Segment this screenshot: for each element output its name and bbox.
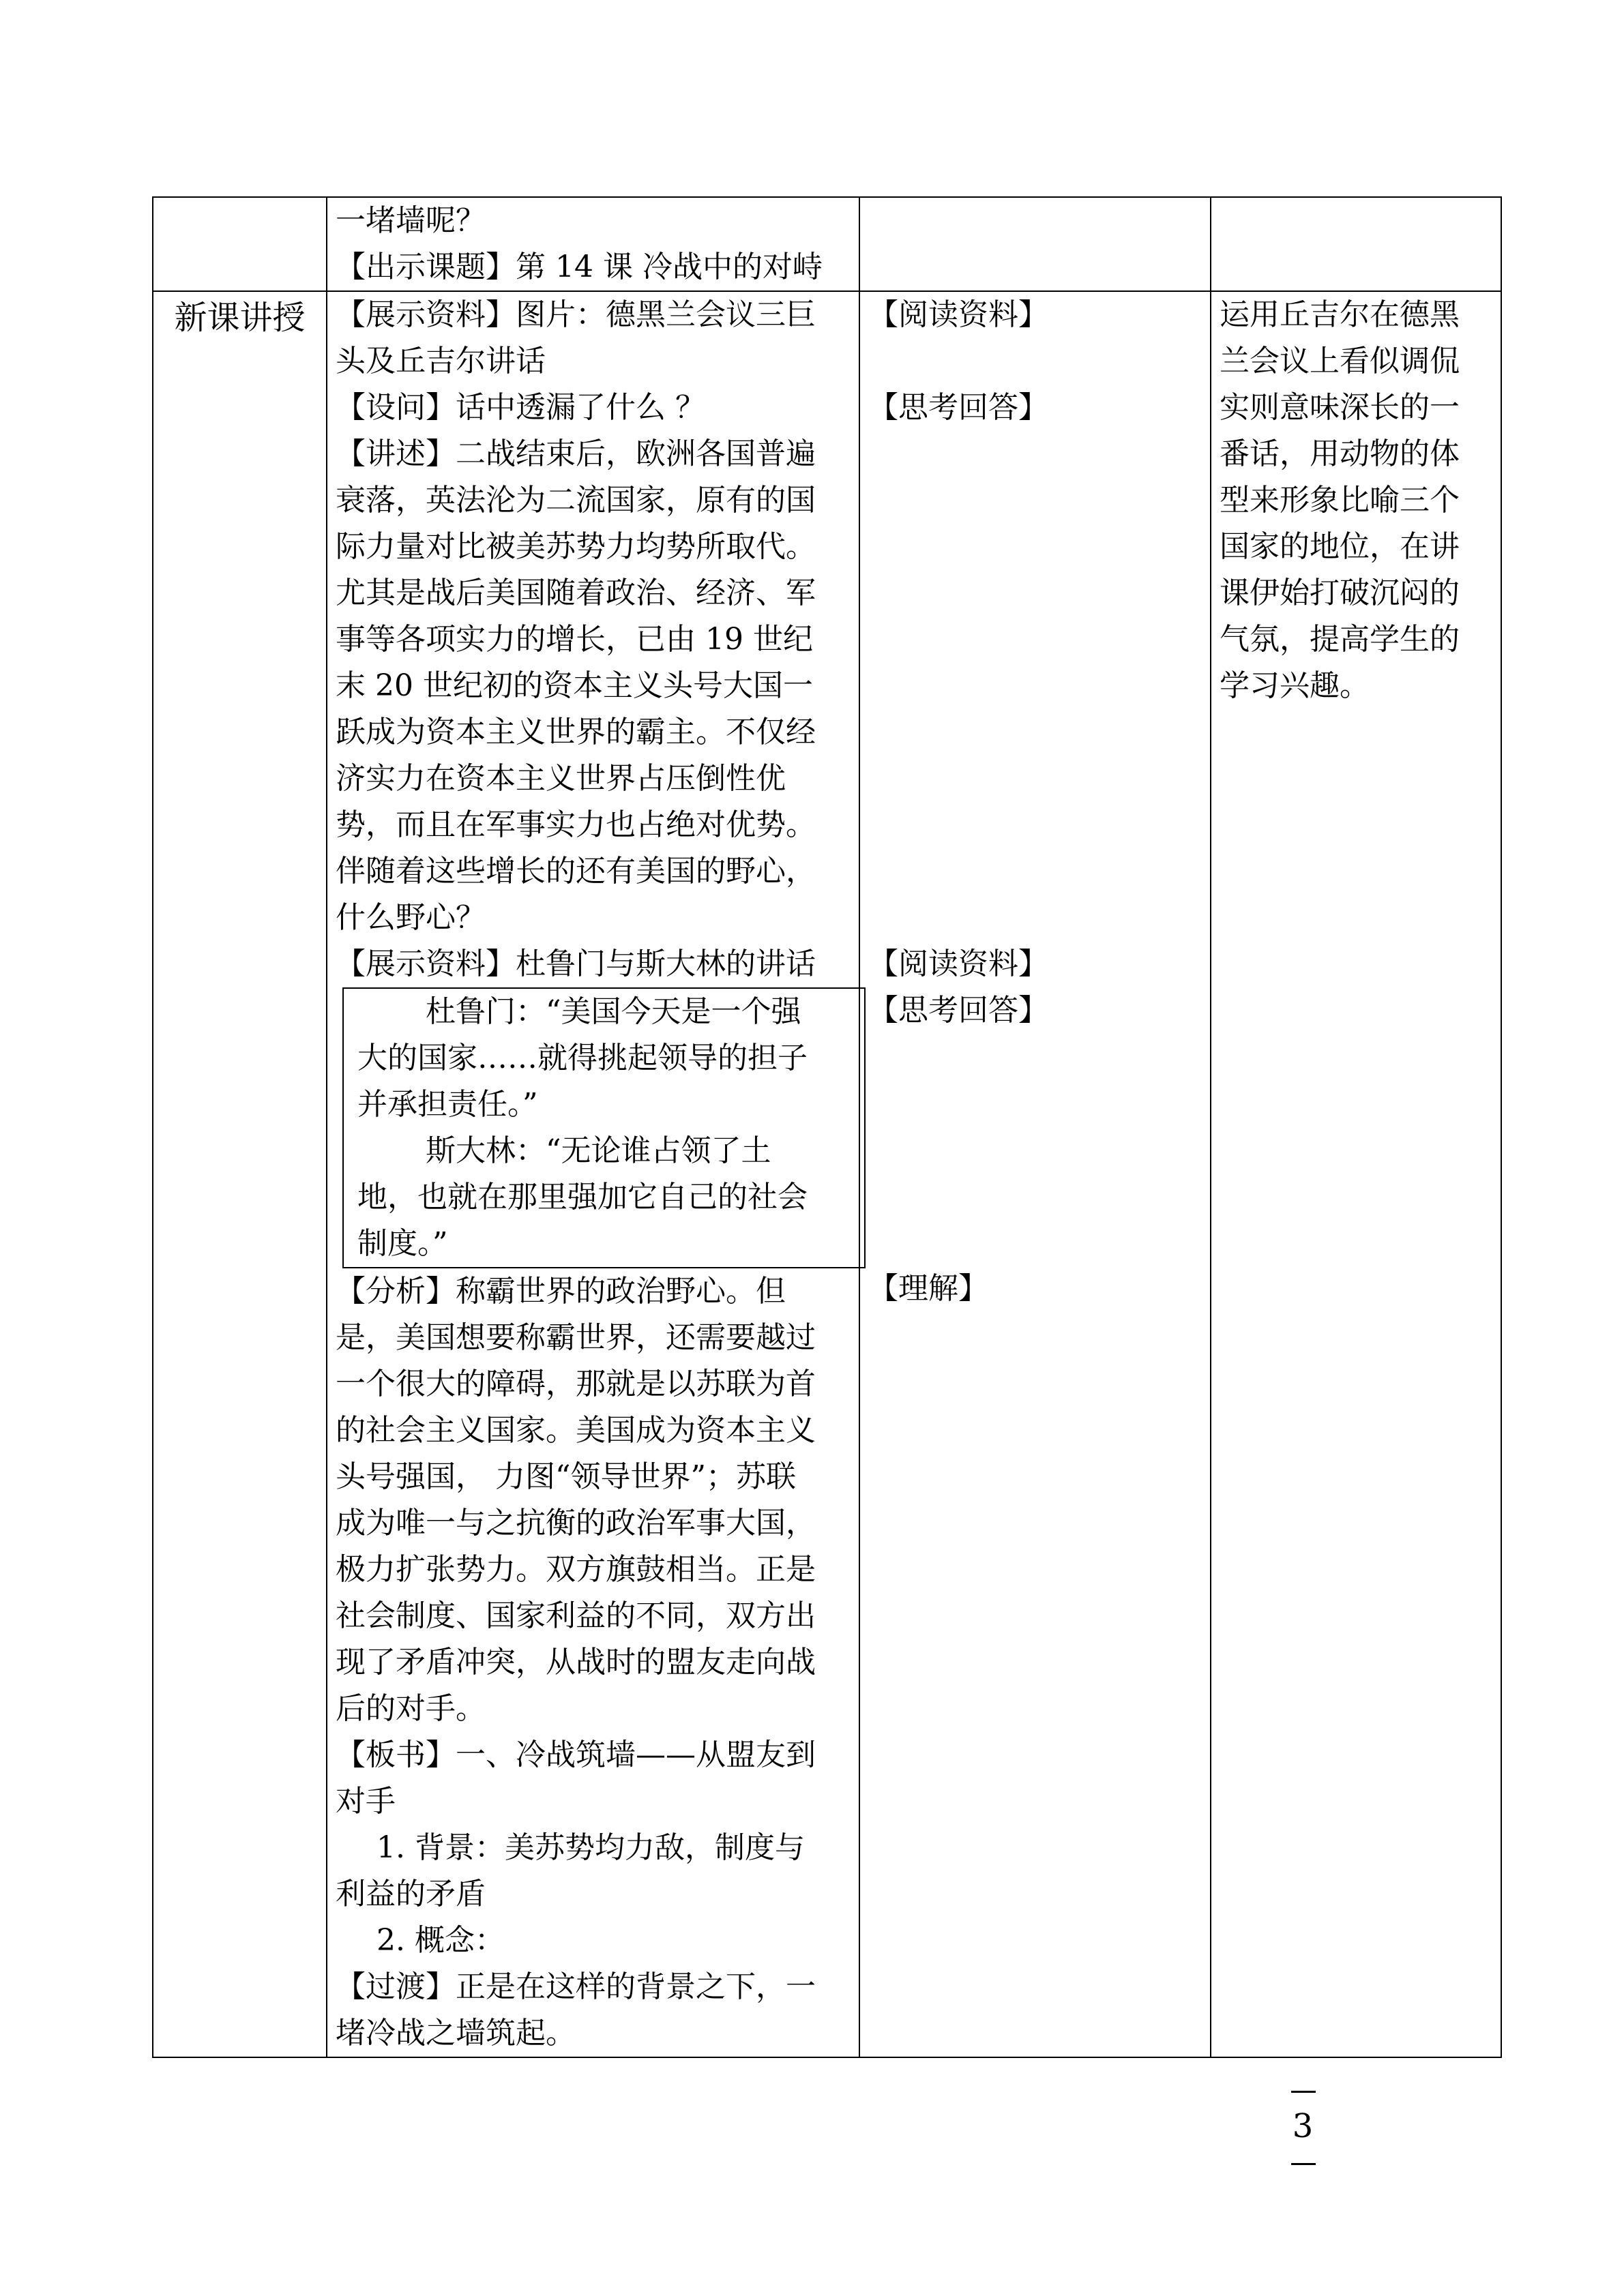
stage-cell xyxy=(153,291,327,2057)
text-line: 极力扩张势力。双方旗鼓相当。正是 xyxy=(336,1552,816,1587)
text-line: 实则意味深长的一 xyxy=(1220,390,1460,425)
text-line: 跃成为资本主义世界的霸主。不仅经 xyxy=(336,715,816,749)
text-line: 济实力在资本主义世界占压倒性优 xyxy=(336,761,786,796)
text-line: 事等各项实力的增长，已由 19 世纪 xyxy=(336,622,813,657)
student-activity-cell-empty xyxy=(859,197,1211,291)
stage-label: 新课讲授 xyxy=(174,299,306,337)
quote-line: 杜鲁门：“美国今天是一个强 xyxy=(426,994,801,1029)
board-point-line: 利益的矛盾 xyxy=(336,1877,486,1911)
spacer xyxy=(868,1173,1203,1219)
spacer xyxy=(868,848,1203,895)
teacher-activity-cell xyxy=(327,197,859,291)
page-number-dash-bottom xyxy=(1291,2163,1316,2165)
text-line: 对手 xyxy=(336,1784,396,1819)
text-line: 后的对手。 xyxy=(336,1691,486,1726)
quote-line: 地，也就在那里强加它自己的社会 xyxy=(357,1180,808,1214)
text-line: 【设问】话中透漏了什么 ？ xyxy=(336,390,705,425)
board-point-line: 2. 概念： xyxy=(377,1923,505,1958)
text-line: 衰落，英法沦为二流国家，原有的国 xyxy=(336,483,816,518)
quote-line: 并承担责任。” xyxy=(357,1087,538,1122)
student-activity-cell xyxy=(859,291,1211,2057)
spacer xyxy=(868,616,1203,663)
spacer xyxy=(868,338,1203,385)
lesson-title-line: 【出示课题】第 14 课 冷战中的对峙 xyxy=(336,250,823,284)
text-line: 【展示资料】图片：德黑兰会议三巨 xyxy=(336,297,816,332)
text-line: 头及丘吉尔讲话 xyxy=(336,344,546,378)
text-line: 兰会议上看似调侃 xyxy=(1220,344,1460,378)
text-line: 末 20 世纪初的资本主义头号大国一 xyxy=(336,668,813,703)
student-activity-understand: 【理解】 xyxy=(868,1271,988,1306)
quote-line: 大的国家……就得挑起领导的担子 xyxy=(357,1041,808,1075)
text-line: 的社会主义国家。美国成为资本主义 xyxy=(336,1413,816,1448)
text-line: 成为唯一与之抗衡的政治军事大国， xyxy=(336,1506,816,1540)
text-line: 【讲述】二战结束后，欧洲各国普遍 xyxy=(336,436,816,471)
spacer xyxy=(868,570,1203,616)
text-line: 现了矛盾冲突，从战时的盟友走向战 xyxy=(336,1645,816,1680)
text-line: 【过渡】正是在这样的背景之下，一 xyxy=(336,1969,816,2004)
text-line: 际力量对比被美苏势力均势所取代。 xyxy=(336,529,816,564)
spacer xyxy=(868,1080,1203,1127)
spacer xyxy=(868,477,1203,524)
page-number: 3 xyxy=(1292,2107,1314,2145)
stage-cell-empty xyxy=(153,197,327,291)
text-line: 运用丘吉尔在德黑 xyxy=(1220,297,1460,332)
text-line: 社会制度、国家利益的不同，双方出 xyxy=(336,1598,816,1633)
text-line: 堵冷战之墙筑起。 xyxy=(336,2016,576,2051)
text-line: 气氛，提高学生的 xyxy=(1220,622,1460,657)
spacer xyxy=(868,895,1203,941)
student-activity-read: 【阅读资料】 xyxy=(868,297,1048,332)
spacer xyxy=(868,524,1203,570)
student-activity-think: 【思考回答】 xyxy=(868,993,1048,1028)
lesson-plan-table xyxy=(152,196,1502,2058)
design-intent-cell-empty xyxy=(1211,197,1501,291)
design-intent-cell xyxy=(1211,291,1501,2057)
text-line: 国家的地位，在讲 xyxy=(1220,529,1460,564)
text-line: 是，美国想要称霸世界，还需要越过 xyxy=(336,1320,816,1355)
text-line: 【展示资料】杜鲁门与斯大林的讲话 xyxy=(336,946,816,981)
spacer xyxy=(868,802,1203,848)
text-line: 【板书】一、冷战筑墙——从盟友到 xyxy=(336,1738,816,1772)
board-point-line: 1. 背景：美苏势均力敌，制度与 xyxy=(377,1830,805,1865)
quote-box xyxy=(342,987,866,1268)
text-line: 【分析】称霸世界的政治野心。但 xyxy=(336,1274,786,1309)
page-number-dash-top xyxy=(1291,2091,1316,2093)
student-activity-think: 【思考回答】 xyxy=(868,390,1048,425)
table-row-continued xyxy=(153,197,1501,291)
text-line: 型来形象比喻三个 xyxy=(1220,483,1460,518)
text-line: 番话，用动物的体 xyxy=(1220,436,1460,471)
spacer xyxy=(868,1127,1203,1173)
quote-line: 斯大林：“无论谁占领了土 xyxy=(426,1133,771,1168)
spacer xyxy=(868,756,1203,802)
text-line: 伴随着这些增长的还有美国的野心， xyxy=(336,854,816,889)
text-line: 一堵墙呢？ xyxy=(336,203,486,238)
text-line: 课伊始打破沉闷的 xyxy=(1220,576,1460,610)
spacer xyxy=(868,1219,1203,1266)
table-row-new-lesson xyxy=(153,291,1501,2057)
text-line: 势，而且在军事实力也占绝对优势。 xyxy=(336,807,816,842)
text-line: 学习兴趣。 xyxy=(1220,668,1370,703)
text-line: 什么野心？ xyxy=(336,900,486,935)
spacer xyxy=(868,1034,1203,1080)
text-line: 尤其是战后美国随着政治、经济、军 xyxy=(336,576,816,610)
teacher-activity-cell xyxy=(327,291,859,2057)
text-line: 头号强国， 力图“领导世界”；苏联 xyxy=(336,1459,796,1494)
text-line: 一个很大的障碍，那就是以苏联为首 xyxy=(336,1367,816,1401)
spacer xyxy=(868,663,1203,709)
quote-line: 制度。” xyxy=(357,1226,448,1261)
spacer xyxy=(868,431,1203,477)
spacer xyxy=(868,709,1203,756)
student-activity-read: 【阅读资料】 xyxy=(868,946,1048,981)
